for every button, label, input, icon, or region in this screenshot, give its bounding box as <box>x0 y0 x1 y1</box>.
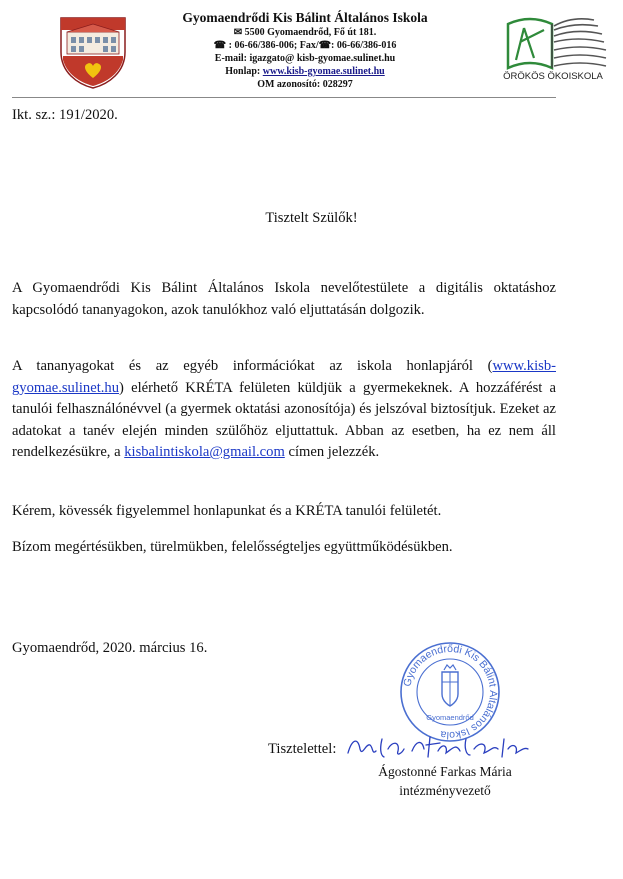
letter-greeting: Tisztelt Szülők! <box>265 210 358 226</box>
school-address: ✉ 5500 Gyomaendrőd, Fő út 181. <box>233 27 377 38</box>
p2-text-start: A tananyagokat és az egyéb információkat az iskola honlapjáról ( <box>12 358 493 374</box>
letterhead-block <box>140 10 470 91</box>
p2-text-middle: ) elérhető KRÉTA felületen küldjük a gyermekeknek. A hozzáférést a tanulói felhasználónévvel (a gyermek oktatási azonosítója) és jelszóval biztosítjuk. Ezeket az adatokat a tanév elején minden szülőhöz eljuttattuk. Abban az esetben, ha ez nem áll rendelkezésükre, a <box>12 379 556 460</box>
school-email: E-mail: igazgato@ kisb-gyomae.sulinet.hu <box>214 53 396 64</box>
paragraph-3: Kérem, kövessék figyelemmel honlapunkat és a KRÉTA tanulói felületét. <box>12 503 442 519</box>
signer-name: Ágostonné Farkas Mária <box>378 764 512 779</box>
school-crest-logo <box>57 12 129 90</box>
stamp-ring-text: Gyomaendrődi Kis Bálint Általános Iskola <box>401 642 500 742</box>
closing-text: Tisztelettel: <box>268 741 337 757</box>
reference-number: Ikt. sz.: 191/2020. <box>12 107 118 123</box>
eco-school-logo <box>494 10 614 98</box>
signer-title: intézményvezető <box>399 783 491 798</box>
homepage-text-link[interactable]: www.kisb-gyomae.sulinet.hu <box>12 358 556 396</box>
school-om-id: OM azonosító: 028297 <box>257 79 353 90</box>
p2-text-end: címen jelezzék. <box>284 444 380 460</box>
homepage-label: Honlap: <box>225 66 261 77</box>
paragraph-1: A Gyomaendrődi Kis Bálint Általános Iskola nevelőtestülete a digitális oktatáshoz kapcsolódó tananyagokon, azok tanulókhoz való eljuttatásán dolgozik. <box>12 280 556 318</box>
school-name: Gyomaendrődi Kis Bálint Általános Iskola <box>182 10 428 25</box>
signer-block <box>350 762 540 800</box>
school-phone-fax: ☎ : 06-66/386-006; Fax/☎: 06-66/386-016 <box>213 40 397 51</box>
homepage-link[interactable]: www.kisb-gyomae.sulinet.hu <box>262 66 385 77</box>
header-divider <box>12 97 556 98</box>
official-stamp <box>398 640 502 744</box>
handwritten-signature <box>342 731 542 763</box>
stamp-city: Gyomaendrőd <box>426 713 474 722</box>
school-homepage <box>140 65 470 78</box>
eco-school-caption: ÖRÖKÖS ÖKOISKOLA <box>503 71 603 82</box>
paragraph-2 <box>12 356 556 464</box>
place-and-date: Gyomaendrőd, 2020. március 16. <box>12 640 208 656</box>
paragraph-4: Bízom megértésükben, türelmükben, felelősségteljes együttműködésükben. <box>12 539 453 555</box>
email-link[interactable]: kisbalintiskola@gmail.com <box>124 444 285 460</box>
